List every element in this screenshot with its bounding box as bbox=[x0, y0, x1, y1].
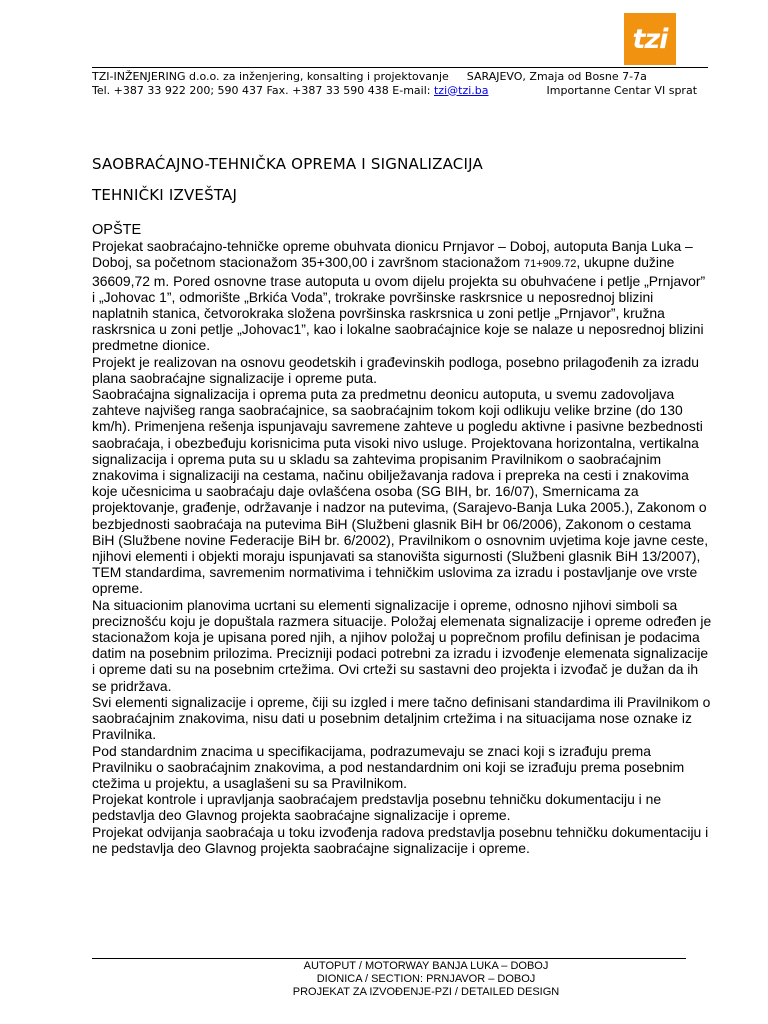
section-heading: OPŠTE bbox=[92, 222, 142, 238]
company-address: SARAJEVO, Zmaja od Bosne 7-7a bbox=[466, 70, 647, 83]
paragraph-basis: Projekt je realizovan na osnovu geodetskih i građevinskih podloga, posebno prilagođenih za izradu plana saobraćajne signalizacije i opreme puta. bbox=[92, 353, 699, 386]
paragraph-standards: Saobraćajna signalizacija i oprema puta za predmetnu deonicu autoputa, u svemu zadovoljava zahteve najvišeg ranga saobraćajnice, sa saobraćajnim tokom koji odlikuju velike brzine (do 130 km/h). Primenjena rešenja ispunjavaju savremene zahteve u pogledu aktivne i pasivne bezbednosti saobraćaja, i obezbeđuju korisnicima puta visoki nivo usluge. Projektovana horizontalna, vertikalna signalizacija i oprema puta su u skladu sa zahtevima propisanim Pravilnikom o saobraćajnim znakovima i signalizaciji na cestama, načinu obilježavanja radova i prepreka na cesti i znakovima koje učesnicima u saobraćaju daje ovlašćena osoba (SG BIH, br. 16/07), Smernicama za projektovanje, građenje, održavanje i nadzor na putevima, (Sarajevo-Banja Luka 2005.), Zakonom o bezbjednosti saobraćaja na putevima BiH (Službeni glasnik BiH br 06/2006), Zakonom o cestama BiH (Službene novine Federacije BiH br. 6/2002), Pravilnikom o osnovnim uvjetima koje javne ceste, njihovi elementi i objekti moraju ispunjavati sa stanovišta sigurnosti (Službeni glasnik BiH 13/2007), TEM standardima, savremenim normativima i tehničkim uslovima za izradu i postavljanje ove vrste opreme. bbox=[92, 386, 709, 597]
footer-design-stage: PROJEKAT ZA IZVOĐENJE-PZI / DETAILED DESIGN bbox=[292, 986, 560, 998]
page-footer bbox=[92, 960, 760, 999]
paragraph-plans: Na situacionim planovima ucrtani su elementi signalizacije i opreme, odnosno njihovi simboli sa preciznošću koju je dopuštala razmera situacije. Položaj elemenata signalizacije i opreme određen je stacionažom koja je upisana pored njih, a njihov položaj u poprečnom profilu definisan je podacima datim na posebnim prilozima. Precizniji podaci potrebni za izradu i izvođenje elemenata signalizacije i opreme dati su na posebnim crtežima. Ovi crteži su sastavni deo projekta i izvođač je dužan da ih se pridržava. bbox=[92, 596, 712, 694]
document-title: SAOBRAĆAJNO-TEHNIČKA OPREMA I SIGNALIZACIJA bbox=[92, 155, 483, 173]
header-divider bbox=[92, 67, 708, 68]
paragraph-traffic-control: Projekat kontrole i upravljanja saobraćajem predstavlja posebnu tehničku dokumentaciju i ne pedstavlja deo Glavnog projekta saobraćajne signalizacije i opreme. bbox=[92, 791, 662, 824]
paragraph-standard-signs: Pod standardnim znacima u specifikacijama, podrazumevaju se znaci koji s izrađuju prema Pravilniku o saobraćajnim znakovima, a pod nestandardnim oni koji se izrađuju prema posebnim ctežima u projektu, a usaglašeni su sa Pravilnikom. bbox=[92, 742, 685, 791]
footer-section: DIONICA / SECTION: PRNJAVOR – DOBOJ bbox=[316, 973, 536, 985]
company-address-detail: Importanne Centar VI sprat bbox=[546, 83, 698, 97]
contact-info: Tel. +387 33 922 200; 590 437 Fax. +387 33 590 438 E-mail: bbox=[92, 83, 434, 97]
email-link[interactable]: tzi@tzi.ba bbox=[433, 83, 489, 97]
logo-text: tzi bbox=[632, 23, 668, 55]
footer-motorway: AUTOPUT / MOTORWAY BANJA LUKA – DOBOJ bbox=[303, 960, 549, 972]
report-body bbox=[92, 222, 712, 856]
end-station: 71+909.72 bbox=[524, 258, 577, 271]
paragraph-scope-text-b: , ukupne dužine 36609,72 m. Pored osnovne trase autoputa u ovom dijelu projekta su obuhvaćene i petlje „Prnjavor” i „Johovac 1”, odmorište „Brkića Voda”, trokrake površinske raskrsnice u neposrednoj blizini naplatnih stanica, četvorokraka složena površinska raskrsnica u zoni petlje „Prnjavor”, kružna raskrsnica u zoni petlje „Johovac1”, kao i lokalne saobraćajnice koje se nalaze u neposrednoj blizini predmetne dionice. bbox=[92, 254, 706, 354]
paragraph-traffic-works: Projekat odvijanja saobraćaja u toku izvođenja radova predstavlja posebnu tehničku dokumentaciju i ne pedstavlja deo Glavnog projekta saobraćajne signalizacije i opreme. bbox=[92, 823, 709, 856]
paragraph-scope bbox=[92, 238, 712, 353]
company-logo bbox=[624, 13, 676, 65]
letterhead bbox=[92, 70, 708, 97]
company-name: TZI-INŽENJERING d.o.o. za inženjering, konsalting i projektovanje bbox=[92, 70, 449, 83]
footer-divider bbox=[92, 958, 686, 959]
paragraph-elements: Svi elementi signalizacije i opreme, čiji su izgled i mere tačno definisani standardima ili Pravilnikom o saobraćajnim znakovima, nisu dati u posebnim detaljnim crtežima i na situacijama nose oznake iz Pravilnika. bbox=[92, 693, 711, 743]
paragraph-scope-text-a: Projekat saobraćajno-tehničke opreme obuhvata dionicu Prnjavor – Doboj, autoputa Banja Luka – Doboj, sa početnom stacionažom 35+300,00 i završnom stacionažom bbox=[92, 238, 693, 271]
document-subtitle: TEHNIČKI IZVEŠTAJ bbox=[92, 186, 238, 204]
